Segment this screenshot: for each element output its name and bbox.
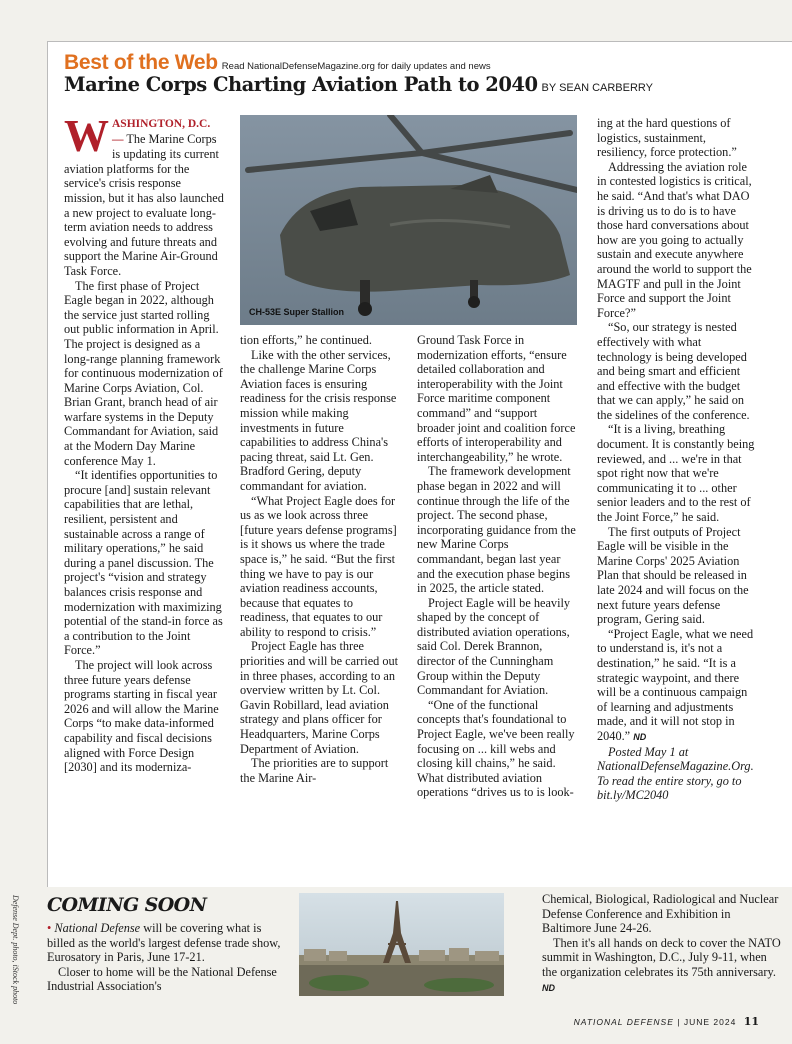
- posted-note: [597, 745, 757, 803]
- dateline: ASHINGTON, D.C. —: [112, 118, 211, 146]
- coming-soon-column-2: [542, 892, 782, 995]
- paragraph-text: The Marine Corps is updating its current aviation platforms for the service's crisis response mission, but it has also launched a new project to evaluate long-term aviation needs to address evolving and future threats and support the Marine Air-Ground Task Force.: [64, 131, 224, 278]
- bullet-icon: •: [47, 921, 52, 935]
- article-headline: [64, 73, 653, 96]
- article-paragraph: The first phase of Project Eagle began in 2022, although the service just started rolling out public information in April. The project is designed as a long-range planning framework for continuous modernization of Marine Corps Aviation, Col. Brian Grant, branch head of air warfare systems in the Deputy Commandant for Aviation, said at the Modern Day Marine conference May 1.: [64, 278, 223, 468]
- article-paragraph: tion efforts,” he continued.: [240, 333, 372, 347]
- article-paragraph: “One of the functional concepts that's foundational to Project Eagle, we've been really focusing on ... kill webs and closing kill chains,” he said. What distributed aviation operations “drives us to is look-: [417, 697, 575, 800]
- kicker-title: Best of the Web: [64, 51, 218, 74]
- end-mark: ND: [542, 982, 555, 993]
- helicopter-photo: [240, 115, 577, 325]
- article-paragraph: “It identifies opportunities to procure [and] sustain relevant capabilities that are lethal, resilient, persistent and sustainable across a range of military operations,” he said during a panel discussion. The project's “vision and strategy balances crisis response and modernization with maximizing potential of the stand-in force as a contribution to the Joint Force.”: [64, 468, 223, 658]
- helicopter-photo-icon: [240, 115, 577, 325]
- photo-credit: Defense Dept. photo, iStock photo: [11, 895, 20, 1005]
- drop-cap: W: [64, 111, 109, 161]
- article-column-3: [417, 333, 577, 800]
- paragraph-text: “Project Eagle, what we need to understand is, it's not a destination,” he said. “It is a strategic waypoint, and there will be a continuous campaign of learning and adjustments made, and it will not stop in 2040.”: [597, 626, 754, 743]
- article-paragraph: Addressing the aviation role in contested logistics is critical, he said. “And that's what DAO is driving us to do is to have those hard conversations about how are you going to actually sustain and execute anywhere around the world to support the MAGTF and pull in the Joint Force and support the Joint Force?”: [597, 159, 752, 320]
- posted-text: Posted May 1 at NationalDefenseMagazine.Org. To read the entire story, go to bit.ly/MC2040: [597, 744, 754, 803]
- article-paragraph: ing at the hard questions of logistics, sustainment, resiliency, force protection.”: [597, 116, 737, 160]
- article-paragraph: [64, 111, 224, 279]
- publication-name: National Defense: [54, 921, 141, 935]
- paragraph-text: will be covering what is billed as the world's largest defense trade show, Eurosatory in Paris, June 17-21.: [47, 921, 281, 965]
- byline: BY SEAN CARBERRY: [541, 82, 653, 94]
- article-paragraph: “What Project Eagle does for us as we look across three [future years defense programs] is it shows us where the trade space is,” he said. “But the first thing we have to pay is our aviation readiness accounts, because that equates to readiness, that equates to our ability to respond to crisis.”: [240, 493, 397, 639]
- article-paragraph: Ground Task Force in modernization efforts, “ensure detailed collaboration and interoperability with the Joint Force maritime component command” and “support broader joint and coalition force efforts of interoperability and interchangeability,” he wrote.: [417, 333, 576, 464]
- footer-issue: JUNE 2024: [683, 1017, 737, 1027]
- article-paragraph: The priorities are to support the Marine Air-: [240, 756, 389, 785]
- article-paragraph: Project Eagle will be heavily shaped by the concept of distributed aviation operations, said Col. Derek Brannon, director of the Cunningham Group within the Deputy Commandant for Aviation.: [417, 595, 571, 698]
- kicker-subtitle: Read NationalDefenseMagazine.org for daily updates and news: [221, 61, 491, 72]
- coming-soon-title: COMING SOON: [47, 894, 207, 916]
- article-paragraph: [597, 627, 757, 745]
- headline-text: Marine Corps Charting Aviation Path to 2040: [64, 73, 538, 96]
- end-mark: ND: [633, 731, 647, 742]
- footer-publication: NATIONAL DEFENSE: [573, 1017, 674, 1027]
- article-paragraph: The project will look across three future years defense programs starting in fiscal year 2026 and will allow the Marine Corps “to make data-informed capability and fiscal decisions aligned with Force Design [2030] and its moderniza-: [64, 657, 219, 775]
- article-paragraph: Project Eagle has three priorities and will be carried out in three phases, according to an overview written by Lt. Col. Gavin Robillard, lead aviation strategy and plans officer for Headquarters, Marine Corps Department of Aviation.: [240, 639, 399, 756]
- paris-eiffel-tower-icon: [299, 893, 504, 996]
- article-column-1: [64, 111, 224, 775]
- article-paragraph: “So, our strategy is nested effectively with what technology is being developed and being smart and efficient and effective with the budget that we can apply,” he said on the sidelines of the conference.: [597, 320, 750, 422]
- coming-soon-paragraph: [47, 921, 292, 965]
- article-paragraph: The framework development phase began in 2022 and will continue through the life of the project. The second phase, incorporating guidance from the new Marine Corps commandant, began last year and the execution phase begins in 2025, the article stated.: [417, 464, 576, 596]
- paragraph-text: Then it's all hands on deck to cover the NATO summit in Washington, D.C., July 9-11, when the organization celebrates its 75th anniversary.: [542, 935, 781, 979]
- article-paragraph: “It is a living, breathing document. It is constantly being reviewed, and ... we're in that spot right now that we're communicating it to ... other senior leaders and to the rest of the Joint Force,” he said.: [597, 422, 755, 525]
- article-column-4: [597, 116, 757, 803]
- article-column-2: [240, 333, 400, 785]
- page-footer: [574, 1015, 759, 1028]
- article-paragraph: Like with the other services, the challenge Marine Corps Aviation faces is ensuring readiness for the crisis response mission while making investments in future capabilities to address China's pacing threat, said Lt. Gen. Bradford Gering, deputy commandant for aviation.: [240, 347, 397, 493]
- article-paragraph: The first outputs of Project Eagle will be visible in the Marine Corps' 2025 Aviation Plan that should be released in late 2024 and will focus on the next future years defense program, Gering said.: [597, 524, 749, 627]
- paris-eiffel-tower-photo: [299, 893, 504, 996]
- coming-soon-paragraph: [542, 936, 782, 995]
- coming-soon-paragraph: Chemical, Biological, Radiological and Nuclear Defense Conference and Exhibition in Baltimore June 24-26.: [542, 892, 779, 936]
- page-number: 11: [743, 1015, 759, 1028]
- section-kicker: [64, 51, 491, 75]
- photo-caption: CH-53E Super Stallion: [249, 307, 345, 317]
- coming-soon-paragraph: Closer to home will be the National Defense Industrial Association's: [47, 964, 277, 994]
- footer-separator: |: [677, 1017, 681, 1027]
- coming-soon-column-1: [47, 921, 292, 994]
